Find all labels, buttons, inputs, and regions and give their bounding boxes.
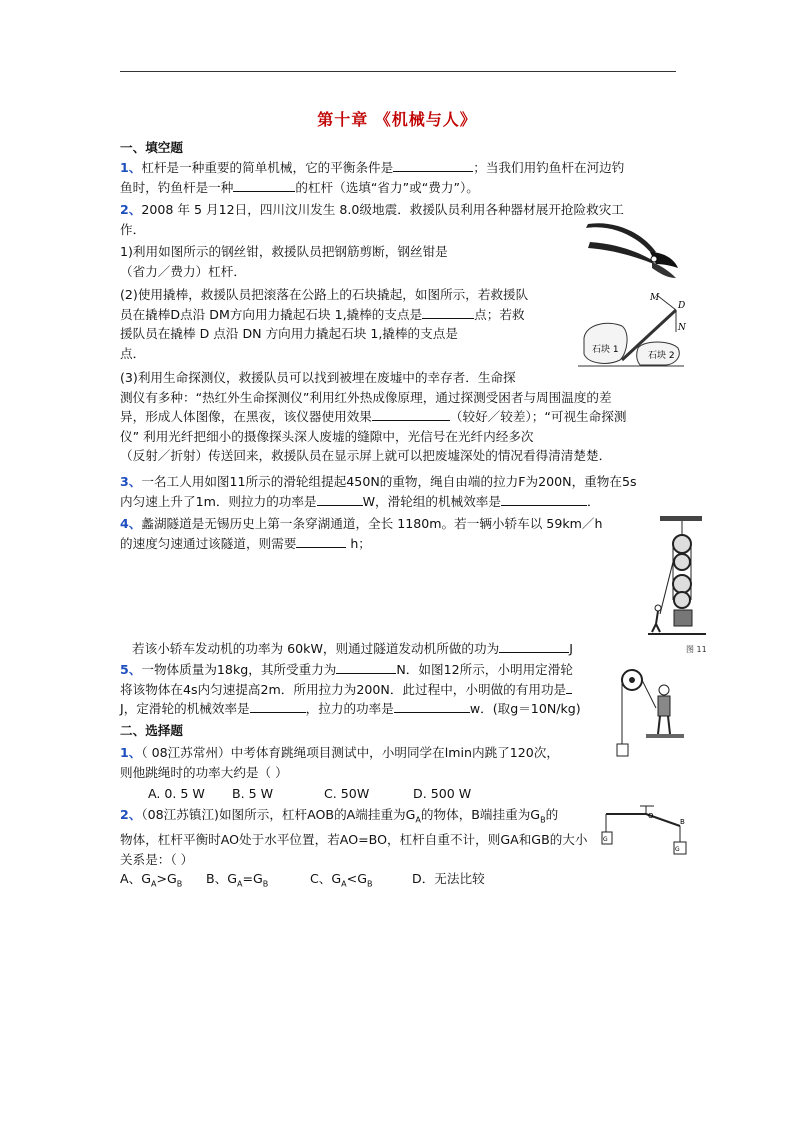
page-title: 第十章 《机械与人》 xyxy=(317,110,477,129)
heavy-object xyxy=(674,610,692,626)
lifted-object xyxy=(617,744,628,756)
q3-number: 3、 xyxy=(120,474,142,489)
q2-p3-a: (3)利用生命探测仪，救援队员可以找到被埋在废墟中的幸存者．生命探 xyxy=(120,370,516,385)
pliers-pivot xyxy=(651,256,657,262)
crowbar-figure xyxy=(578,290,684,370)
mc2-text-b: 物体，杠杆平衡时AO处于水平位置，若AO=BO，杠杆自重不计，则GA和GB的大小 xyxy=(120,832,588,848)
q4-text-a: 蠡湖隧道是无锡历史上第一条穿湖通道，全长 1180m。若一辆小轿车以 59km／h xyxy=(141,516,603,531)
mc2-text-c: 关系是：（ ） xyxy=(120,851,194,867)
mc2-option-c[interactable]: C、$G_A<G_B$ xyxy=(310,871,373,889)
q2-p1-b: （省力／费力）杠杆． xyxy=(120,263,246,279)
movable-pulley-2 xyxy=(674,592,690,608)
q3-text-b3: ． xyxy=(586,493,600,509)
rock-1-label: 石块 1 xyxy=(592,345,619,355)
label-b: B xyxy=(680,818,685,826)
q1-text-d: 的杠杆（选填“省力”或“费力”）。 xyxy=(295,179,479,195)
rock-2-label: 石块 2 xyxy=(648,351,675,361)
label-d: D xyxy=(678,301,686,311)
ceiling-beam xyxy=(660,516,702,521)
q2-p2-a: (2)使用撬棒，救援队员把滚落在公路上的石块撬起，如图所示，若救援队 xyxy=(120,287,529,302)
q2-p2-b2: 点；若救 xyxy=(474,306,525,322)
worker-head xyxy=(655,605,661,611)
mc-question-1 xyxy=(120,743,620,782)
pliers-figure xyxy=(582,222,682,284)
q4-text-c2: J xyxy=(569,641,573,656)
q5-blank-power[interactable] xyxy=(394,700,470,713)
q2-intro-1: 2008 年 5 月12日，四川汶川发生 8.0级地震．救援队员利用各种器材展开抢险救灾工 xyxy=(141,202,624,217)
q2-part2 xyxy=(120,285,576,363)
mc1-text-a: （ 08江苏常州）中考体育跳绳项目测试中，小明同学在lmin内跳了120次， xyxy=(141,745,559,760)
mc1-option-d[interactable]: D. 500 W xyxy=(413,786,472,801)
rope-free-end xyxy=(660,562,673,614)
q2-p1-a: 1)利用如图所示的钢丝钳，救援队员把钢筋剪断，钢丝钳是 xyxy=(120,244,448,259)
q3-text-a: 一名工人用如图11所示的滑轮组提起450N的重物，绳自由端的拉力F为200N，重物在5s xyxy=(141,474,637,489)
q1-text-a: 杠杆是一种重要的简单机械，它的平衡条件是 xyxy=(141,160,394,175)
question-3 xyxy=(120,472,680,511)
movable-pulley-1 xyxy=(673,575,691,593)
mc1-number: 1、 xyxy=(120,745,142,760)
arrow-dm xyxy=(658,296,676,310)
q2-p2-d: 点． xyxy=(120,345,146,361)
worker-leg-right xyxy=(656,624,660,632)
section-multiple-choice: 二、选择题 xyxy=(120,723,183,738)
label-gb: G xyxy=(675,846,680,853)
question-1 xyxy=(120,158,680,197)
q5-text-a2: N．如图12所示，小明用定滑轮 xyxy=(396,662,573,677)
q2-blank-effect[interactable] xyxy=(372,408,450,421)
q5-number: 5、 xyxy=(120,662,142,677)
platform xyxy=(646,734,684,738)
q2-intro-2: 作． xyxy=(120,221,146,237)
mc-question-2 xyxy=(120,805,600,869)
q4-work xyxy=(132,639,622,659)
q5-blank-weight[interactable] xyxy=(336,661,396,674)
figure-12-fixed-pulley xyxy=(616,660,686,768)
mc1-text-b: 则他跳绳时的功率大约是（ ） xyxy=(120,764,288,780)
mc2-text-a2: 的物体，B端挂重为G xyxy=(420,807,541,822)
q4-number: 4、 xyxy=(120,516,142,531)
person-leg-left xyxy=(658,716,660,734)
q2-p3-b: 测仪有多种：“热红外生命探测仪”利用红外热成像原理，通过探测受困者与周围温度的差 xyxy=(120,389,612,405)
label-m: M xyxy=(650,293,660,303)
q5-blank-efficiency[interactable] xyxy=(250,700,306,713)
mc2-option-a[interactable]: A、$G_A>G_B$ xyxy=(120,871,183,889)
mc2-option-b[interactable]: B、$G_A=G_B$ xyxy=(206,871,269,889)
q4-text-c1: 若该小轿车发动机的功率为 60kW，则通过隧道发动机所做的功为 xyxy=(132,641,500,656)
q2-blank-fulcrum-1[interactable] xyxy=(422,306,474,319)
q2-p3-d: 仪” 利用光纤把细小的摄像探头深人废墟的缝隙中，光信号在光纤内经多次 xyxy=(120,428,534,444)
q4-text-b1: 的速度匀速通过该隧道，则需要 xyxy=(120,535,297,551)
header-rule xyxy=(120,71,676,72)
q1-text-b: ；当我们用钓鱼杆在河边钓 xyxy=(473,160,625,175)
q1-text-c: 鱼时，钓鱼杆是一种 xyxy=(120,179,234,195)
q5-text-b1: 将该物体在4s内匀速提高2m．所用拉力为200N．此过程中，小明做的有用功是 xyxy=(120,681,567,697)
q3-text-b1: 内匀速上升了1m．则拉力的功率是 xyxy=(120,493,317,509)
q4-text-b2: h； xyxy=(346,535,371,551)
label-ga: G xyxy=(603,836,608,843)
q2-number: 2、 xyxy=(120,202,142,217)
worker-body xyxy=(656,611,658,624)
section-fill-blank: 一、填空题 xyxy=(120,140,183,155)
q1-blank-1[interactable] xyxy=(393,159,473,172)
mc2-text-a-sub: A xyxy=(415,815,421,825)
q5-text-a1: 一物体质量为18kg，其所受重力为 xyxy=(141,662,337,677)
person-body xyxy=(658,696,670,716)
q3-blank-efficiency[interactable] xyxy=(501,493,587,506)
q1-blank-2[interactable] xyxy=(233,179,295,192)
mc2-number: 2、 xyxy=(120,807,142,822)
q2-p3-c2: （较好／较差）；“可视生命探测 xyxy=(449,409,627,424)
q4-blank-work[interactable] xyxy=(499,640,569,653)
q1-number: 1、 xyxy=(120,160,142,175)
mc2-text-a2-sub: B xyxy=(540,815,546,825)
q2-p2-b1: 员在撬棒D点沿 DM方向用力撬起石块 1,撬棒的支点是 xyxy=(120,306,423,322)
q2-part3 xyxy=(120,368,680,466)
q5-text-c1: J，定滑轮的机械效率是 xyxy=(120,701,250,716)
q4-blank-time[interactable] xyxy=(296,535,346,548)
pulley-axle xyxy=(629,677,635,683)
rope-to-person xyxy=(642,680,656,708)
mc1-option-c[interactable]: C. 50W xyxy=(324,786,370,801)
q2-p3-c1: 异，形成人体图像，在黑夜，该仪器使用效果 xyxy=(120,409,372,424)
rock-1 xyxy=(584,323,627,363)
q2-p3-e: （反射／折射）传送回来，救援队员在显示屏上就可以把废墟深处的情况看得清清楚楚． xyxy=(120,448,612,463)
worker-leg-left xyxy=(652,624,656,632)
mc2-text-a: （08江苏镇江)如图所示，杠杆AOB的A端挂重为G xyxy=(141,807,416,822)
label-o: O xyxy=(648,812,654,820)
figure-11-caption: 图 11 xyxy=(686,645,707,654)
fixed-pulley-2 xyxy=(674,554,690,570)
fixed-pulley-1 xyxy=(673,535,691,553)
q3-text-b2: W，滑轮组的机械效率是 xyxy=(362,493,501,509)
question-4 xyxy=(120,514,660,553)
question-5 xyxy=(120,660,620,719)
person-head xyxy=(659,685,669,695)
mc2-option-d[interactable]: D．无法比较 xyxy=(412,871,485,886)
q3-blank-power[interactable] xyxy=(317,493,363,506)
mc2-text-a3: 的 xyxy=(545,807,559,822)
mc1-option-a[interactable]: A. 0. 5 W xyxy=(148,786,205,801)
figure-11-pulley-system xyxy=(646,514,708,656)
lever-aob-figure xyxy=(600,804,692,856)
q5-text-c2: ，拉力的功率是 xyxy=(305,701,394,716)
label-n: N xyxy=(678,323,686,333)
q5-text-c3: w．(取g＝10N/kg) xyxy=(469,701,581,716)
q5-blank-useful-work[interactable] xyxy=(566,681,572,694)
q2-part1 xyxy=(120,242,576,281)
mc1-option-b[interactable]: B. 5 W xyxy=(232,786,274,801)
person-leg-right xyxy=(668,716,670,734)
q2-p2-c: 援队员在撬棒 D 点沿 DN 方向用力撬起石块 1,撬棒的支点是 xyxy=(120,326,458,341)
